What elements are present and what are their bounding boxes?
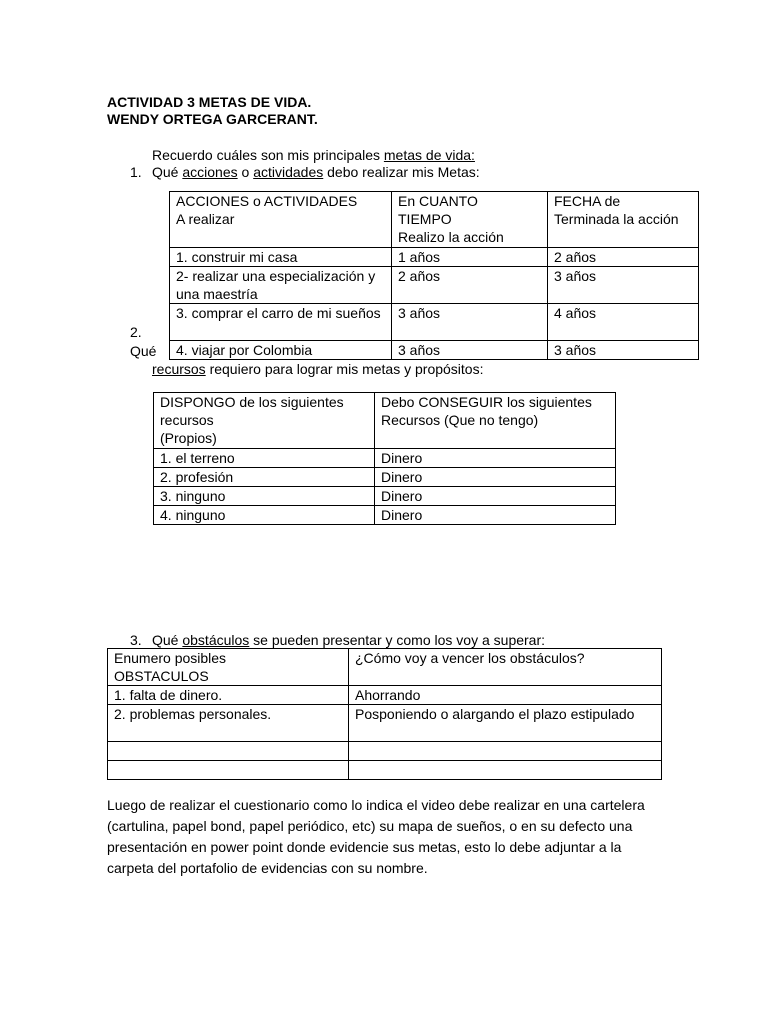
resources-table: [153, 392, 616, 525]
table-cell: 3 años: [548, 267, 699, 304]
table-cell: Ahorrando: [349, 686, 662, 705]
header-line: Realizo la acción: [398, 229, 504, 245]
table-row: [170, 267, 699, 304]
header-line: ¿Cómo voy a vencer los obstáculos?: [355, 650, 585, 666]
header-line: FECHA de: [554, 193, 621, 209]
header-line: Terminada la acción: [554, 211, 679, 227]
header-line: TIEMPO: [398, 211, 452, 227]
header-line: Enumero posibles: [114, 650, 227, 666]
question-2-number: 2.: [130, 324, 142, 340]
table-cell: 1. falta de dinero.: [108, 686, 349, 705]
table-cell: 2. problemas personales.: [108, 705, 349, 742]
question-1: [152, 163, 480, 181]
table-cell: 2. profesión: [154, 468, 375, 487]
q3-underlined-obstaculos: obstáculos: [182, 632, 250, 648]
intro-underlined: metas de vida:: [383, 147, 475, 163]
header-line: En CUANTO: [398, 193, 478, 209]
table-header-row: [154, 393, 616, 449]
question-2: [152, 360, 483, 378]
q3-text-2: se pueden presentar y como los voy a superar:: [249, 632, 546, 648]
table-cell: [349, 742, 662, 761]
question-3: [152, 631, 545, 649]
table-cell: 4. viajar por Colombia: [170, 341, 392, 360]
table-row: [170, 341, 699, 360]
table-header-cell: [108, 649, 349, 686]
intro-line: [152, 146, 475, 164]
table-cell: [108, 742, 349, 761]
table-cell: 3 años: [548, 341, 699, 360]
actions-table: [169, 191, 699, 360]
table-row: [108, 705, 662, 742]
author-name: WENDY ORTEGA GARCERANT.: [107, 111, 318, 127]
table-cell: 2- realizar una especialización y una maestría: [170, 267, 392, 304]
table-row: [154, 506, 616, 525]
table-header-row: [170, 192, 699, 248]
closing-paragraph: Luego de realizar el cuestionario como lo indica el video debe realizar en una cartelera (cartulina, papel bond, papel periódico, etc) su mapa de sueños, o en su defecto una presentación en power point donde evidencie sus metas, esto lo debe adjuntar a la carpeta del portafolio de evidencias con su nombre.: [107, 797, 645, 876]
table-cell: 1. construir mi casa: [170, 248, 392, 267]
q1-underlined-actividades: actividades: [253, 164, 324, 180]
table-cell: 2 años: [392, 267, 548, 304]
table-row: [108, 742, 662, 761]
table-header-cell: [170, 192, 392, 248]
table-cell: Dinero: [375, 468, 616, 487]
header-line: A realizar: [176, 211, 235, 227]
header-line: OBSTACULOS: [114, 668, 209, 684]
header-line: recursos: [160, 412, 214, 428]
table-header-cell: [154, 393, 375, 449]
table-row: [108, 761, 662, 780]
table-row: [154, 449, 616, 468]
table-cell: 4. ninguno: [154, 506, 375, 525]
obstacles-table: [107, 648, 662, 780]
table-row: [154, 468, 616, 487]
document-title: ACTIVIDAD 3 METAS DE VIDA.: [107, 94, 312, 110]
header-line: Debo CONSEGUIR los siguientes: [381, 394, 592, 410]
question-3-number: 3.: [130, 632, 142, 648]
q1-text-1: Qué: [152, 164, 183, 180]
table-header-cell: [548, 192, 699, 248]
table-row: [108, 686, 662, 705]
table-cell: [349, 761, 662, 780]
table-cell: Dinero: [375, 487, 616, 506]
table-row: [154, 487, 616, 506]
table-cell: [108, 761, 349, 780]
table-cell: Posponiendo o alargando el plazo estipulado: [349, 705, 662, 742]
table-cell: 3. comprar el carro de mi sueños: [170, 304, 392, 341]
q3-text-1: Qué: [152, 632, 183, 648]
table-row: [170, 248, 699, 267]
table-cell: 4 años: [548, 304, 699, 341]
header-line: (Propios): [160, 430, 217, 446]
question-1-number: 1.: [130, 164, 142, 180]
q2-text: requiero para lograr mis metas y propósitos:: [205, 361, 484, 377]
header-line: Recursos (Que no tengo): [381, 412, 539, 428]
header-line: ACCIONES o ACTIVIDADES: [176, 193, 358, 209]
table-header-cell: [375, 393, 616, 449]
q2-underlined-recursos: recursos: [152, 361, 206, 377]
table-cell: 1 años: [392, 248, 548, 267]
table-cell: 3 años: [392, 304, 548, 341]
q1-underlined-acciones: acciones: [182, 164, 238, 180]
table-cell: Dinero: [375, 449, 616, 468]
q1-text-3: debo realizar mis Metas:: [323, 164, 480, 180]
table-header-row: [108, 649, 662, 686]
table-cell: 3 años: [392, 341, 548, 360]
table-cell: 2 años: [548, 248, 699, 267]
table-row: [170, 304, 699, 341]
table-header-cell: [349, 649, 662, 686]
table-cell: 1. el terreno: [154, 449, 375, 468]
table-header-cell: [392, 192, 548, 248]
header-line: DISPONGO de los siguientes: [160, 394, 344, 410]
table-cell: 3. ninguno: [154, 487, 375, 506]
table-cell: Dinero: [375, 506, 616, 525]
question-2-word: Qué: [130, 343, 157, 359]
intro-text: Recuerdo cuáles son mis principales: [152, 147, 384, 163]
q1-text-2: o: [237, 164, 254, 180]
